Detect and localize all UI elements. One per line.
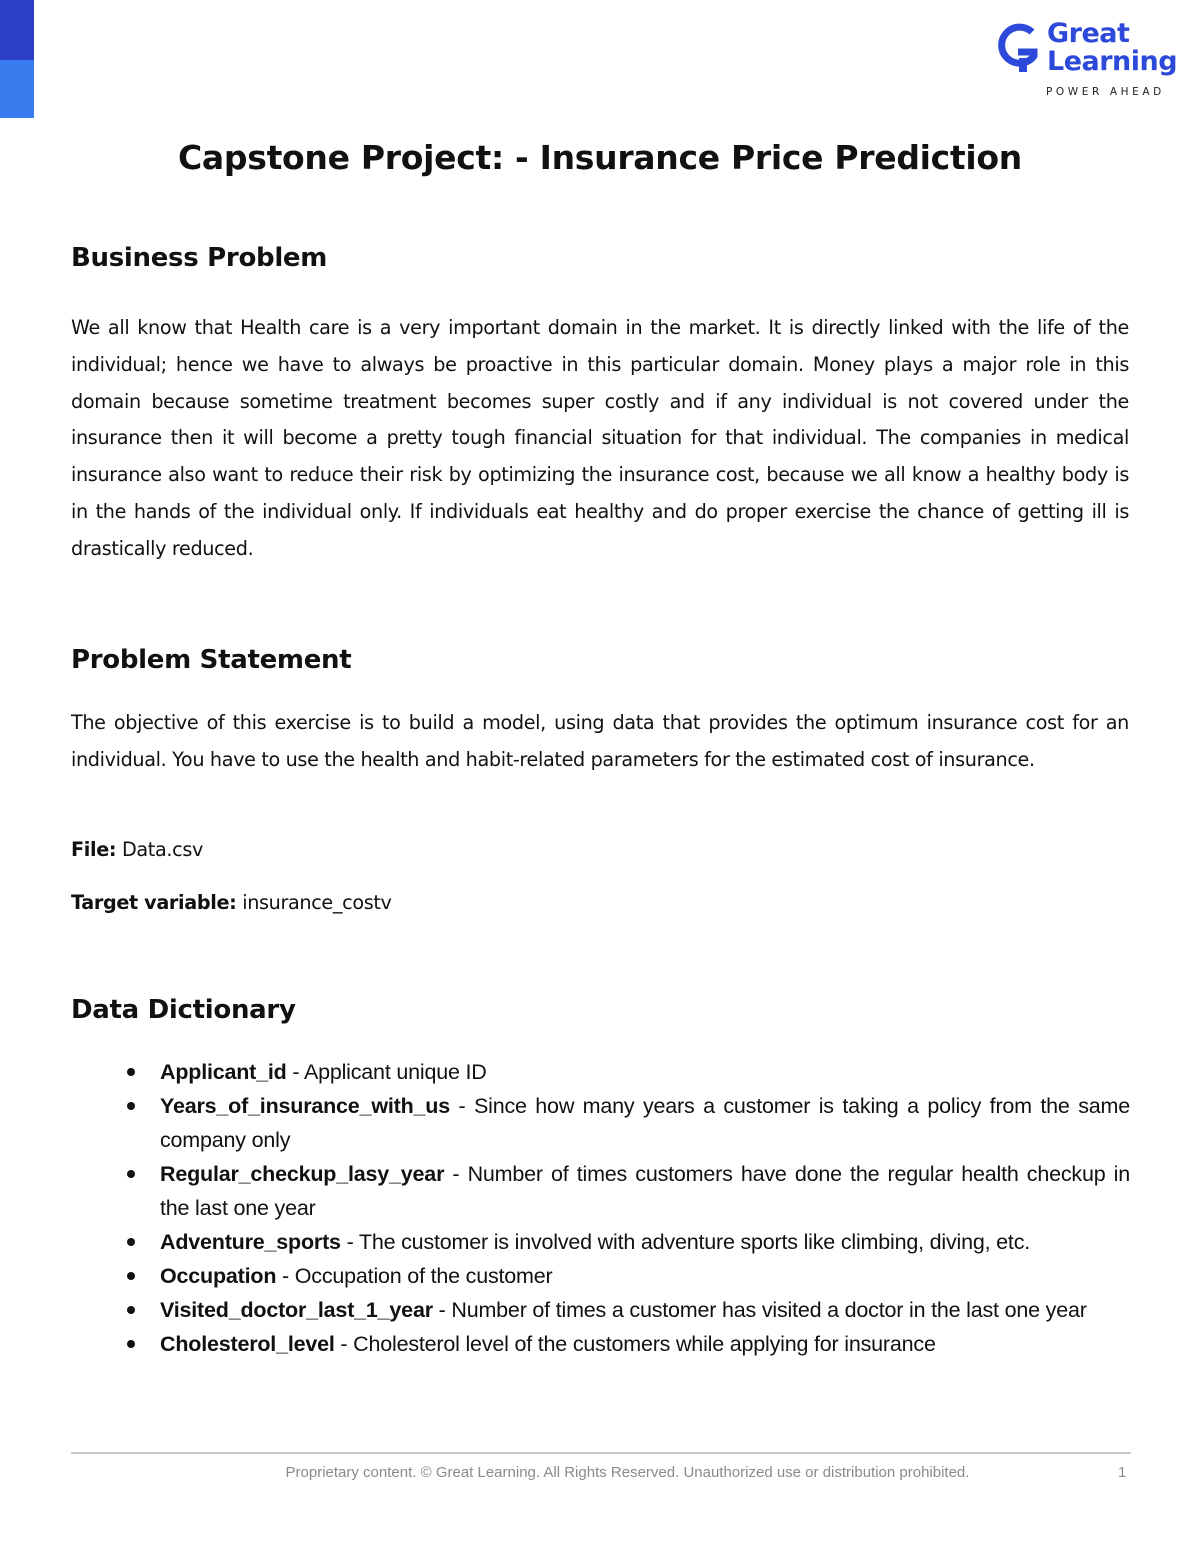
target-variable-label: Target variable: <box>71 891 237 914</box>
data-dictionary-heading: Data Dictionary <box>71 995 296 1025</box>
dictionary-term: Regular_checkup_lasy_year <box>160 1162 445 1186</box>
corner-accent-bar-light <box>0 60 34 118</box>
business-problem-text: We all know that Health care is a very important domain in the market. It is directly linked with the life of the individual; hence we have to always be proactive in this particular domain. Money plays a major role in this domain because sometime treatment becomes super costly and if any individual is not covered under the insurance then it will become a pretty tough financial situation for that individual. The companies in medical insurance also want to reduce their risk by optimizing the insurance cost, because we all know a healthy body is in the hands of the individual only. If individuals eat healthy and do proper exercise the chance of getting ill is drastically reduced. <box>71 316 1129 560</box>
dictionary-description: - Applicant unique ID <box>286 1060 487 1084</box>
great-learning-g-icon <box>996 22 1040 78</box>
file-line <box>71 838 203 861</box>
target-variable-value: insurance_costv <box>242 891 392 914</box>
dictionary-description: - Occupation of the customer <box>276 1264 553 1288</box>
dictionary-description: - Number of times a customer has visited a doctor in the last one year <box>432 1298 1087 1322</box>
list-item <box>0 1055 1130 1089</box>
list-item <box>0 1157 1130 1225</box>
target-variable-line <box>71 891 392 914</box>
list-item <box>0 1327 1130 1361</box>
data-dictionary-list <box>0 1055 1200 1361</box>
list-item <box>0 1225 1130 1259</box>
dictionary-description: - The customer is involved with adventure sports like climbing, diving, etc. <box>340 1230 1031 1254</box>
footer-divider <box>71 1452 1131 1454</box>
page-number: 1 <box>1118 1464 1127 1481</box>
dictionary-description: - Since how many years a customer is taking a policy from the same company only <box>160 1094 1130 1152</box>
logo-word-great: Great <box>1047 18 1130 49</box>
problem-statement-text: The objective of this exercise is to build a model, using data that provides the optimum insurance cost for an individual. You have to use the health and habit-related parameters for the estimated cost of insurance. <box>71 711 1129 771</box>
document-title: Capstone Project: - Insurance Price Prediction <box>178 138 1022 177</box>
dictionary-term: Visited_doctor_last_1_year <box>160 1298 433 1322</box>
great-learning-logo <box>996 18 1181 103</box>
dictionary-term: Cholesterol_level <box>160 1332 335 1356</box>
dictionary-term: Occupation <box>160 1264 277 1288</box>
list-item <box>0 1089 1130 1157</box>
business-problem-heading: Business Problem <box>71 243 328 273</box>
dictionary-term: Adventure_sports <box>160 1230 341 1254</box>
footer-copyright: Proprietary content. © Great Learning. All Rights Reserved. Unauthorized use or distribution prohibited. <box>285 1464 970 1481</box>
dictionary-description: - Cholesterol level of the customers while applying for insurance <box>334 1332 936 1356</box>
logo-word-learning: Learning <box>1047 46 1178 77</box>
corner-accent-bar-dark <box>0 0 34 60</box>
dictionary-description: - Number of times customers have done the regular health checkup in the last one year <box>160 1162 1130 1220</box>
problem-statement-heading: Problem Statement <box>71 645 352 675</box>
list-item <box>0 1293 1130 1327</box>
dictionary-term: Years_of_insurance_with_us <box>160 1094 450 1118</box>
file-value: Data.csv <box>121 838 203 861</box>
dictionary-term: Applicant_id <box>160 1060 287 1084</box>
list-item <box>0 1259 1130 1293</box>
file-label: File: <box>71 838 117 861</box>
logo-tagline: POWER AHEAD <box>1046 86 1165 98</box>
